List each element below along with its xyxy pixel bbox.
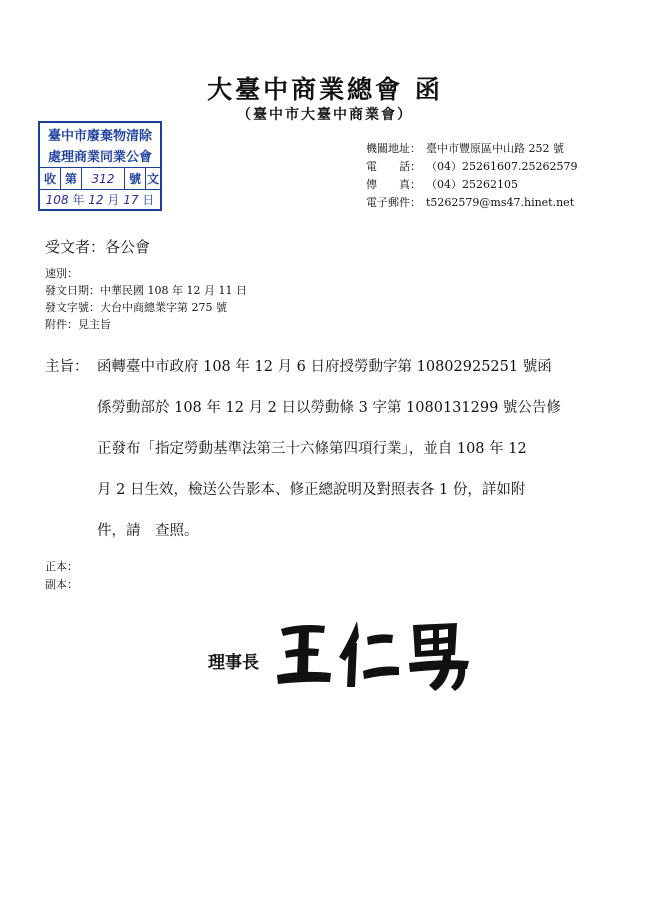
stamp-receive-label: 收 [40,168,61,189]
copy-recipients: 副本： [45,578,78,591]
address-label: 機關地址： [366,142,421,155]
subject-line: 件，請 查照。 [97,523,199,539]
document-meta [45,265,247,333]
letterhead-title: 大臺中商業總會 函 [207,75,443,104]
stamp-month-label: 月 [107,193,120,207]
stamp-date-year: 108 [45,193,69,207]
issue-date-field: 發文日期：中華民國 108 年 12 月 11 日 [45,284,247,297]
receipt-stamp [38,121,162,211]
address-value: 臺中市豐原區中山路 252 號 [426,142,564,155]
attachment-field: 附件：見主旨 [45,318,111,331]
subject-section [45,347,605,552]
recipient-line [45,236,150,257]
subject-line: 函轉臺中市政府 108 年 12 月 6 日府授勞動字第 10802925251 號函 [97,359,552,375]
phone-value: （04）25261607.25262579 [426,160,578,173]
stamp-number-prefix: 第 [61,168,82,189]
stamp-date-month: 12 [88,193,104,207]
signature-stroke-ren [339,621,399,687]
subject-label: 主旨： [45,359,89,375]
email-label: 電子郵件： [366,196,421,209]
fax-value: （04）25262105 [426,178,518,191]
letterhead-subtitle: （臺中市大臺中商業會） [237,107,413,123]
original-recipients: 正本： [45,560,78,573]
speed-field: 速別： [45,267,78,280]
signer-title: 理事長 [208,653,259,673]
distribution-block [45,558,78,594]
email-value: t5262579@ms47.hinet.net [426,196,575,209]
recipient-label: 受文者： [45,238,106,256]
recipient-value: 各公會 [105,238,151,256]
stamp-org-line2: 處理商業同業公會 [47,150,152,165]
signature-image [275,615,475,695]
document-number-field: 發文字號：大台中商總業字第 275 號 [45,301,227,314]
subject-line: 正發布「指定勞動基準法第三十六條第四項行業」，並自 108 年 12 [97,441,527,457]
stamp-doc-label: 文 [146,172,159,186]
stamp-number-value: 312 [82,168,125,189]
stamp-number-row [40,167,160,190]
stamp-number-suffix: 號 [125,168,146,189]
fax-label: 傳 真： [366,178,421,191]
subject-line: 係勞動部於 108 年 12 月 2 日以勞動條 3 字第 1080131299 號公告修 [97,400,561,416]
contact-block [366,140,577,212]
stamp-date-day: 17 [123,193,139,207]
phone-label: 電 話： [366,160,421,173]
signature-stroke-nan [409,623,469,691]
stamp-year-label: 年 [72,193,85,207]
stamp-day-label: 日 [142,193,155,207]
signature-stroke-wang [277,625,331,684]
stamp-org-line1: 臺中市廢棄物清除 [47,129,152,144]
stamp-date-row [40,191,160,208]
subject-line: 月 2 日生效，檢送公告影本、修正總說明及對照表各 1 份，詳如附 [97,482,526,498]
